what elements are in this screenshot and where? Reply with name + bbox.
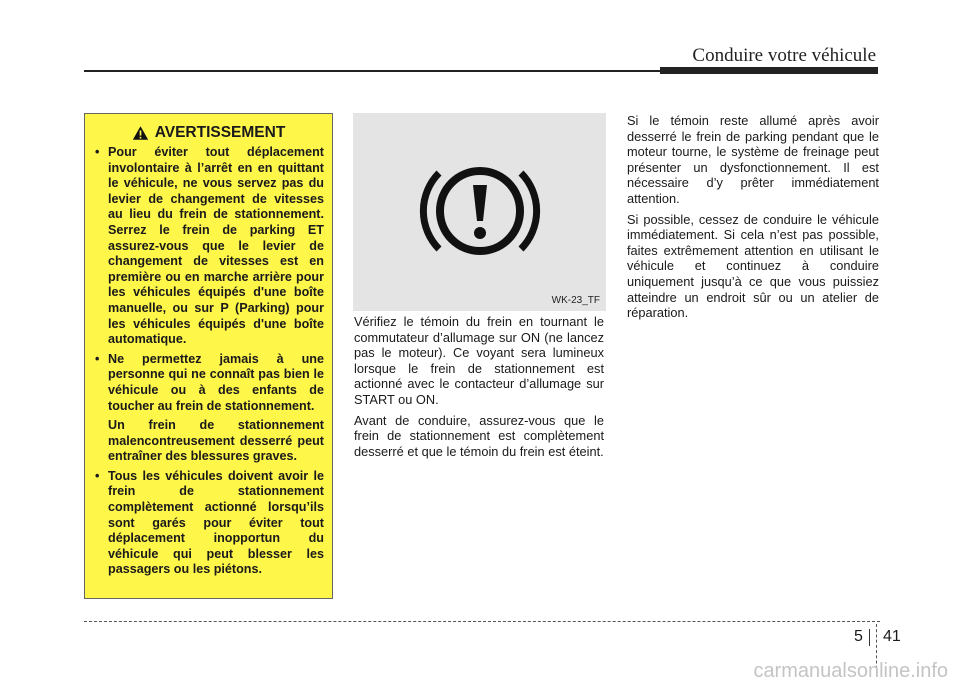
warning-item: • Tous les véhicules doivent avoir le frein de stationnement complètement actionné lorsqu’ils sont garés pour éviter tout déplacement inopportun du véhicule qui peut blesser les passagers ou les piétons.	[95, 468, 324, 577]
body-column-3	[627, 113, 879, 326]
warning-heading	[93, 124, 324, 142]
body-column-2	[354, 314, 604, 464]
footer-rule	[84, 621, 880, 622]
warning-title: AVERTISSEMENT	[154, 124, 286, 141]
warning-item-text: Tous les véhicules doivent avoir le frein de stationnement complètement actionné lorsqu’ils sont garés pour éviter tout déplacement inopportun du véhicule qui peut blesser les passagers ou les piétons.	[108, 468, 324, 577]
header-rule	[84, 70, 662, 72]
brake-indicator-figure	[353, 113, 606, 311]
paragraph: Avant de conduire, assurez-vous que le frein de stationnement est complètement desserré et que le témoin du frein est éteint.	[354, 412, 604, 459]
warning-triangle-icon	[132, 125, 149, 141]
warning-box	[84, 113, 333, 599]
paragraph: Si possible, cessez de conduire le véhicule immédiatement. Si cela n’est pas possible, faites extrêmement attention en utilisant le véhicule et continuez à conduire uniquement jusqu’à ce que vous puissiez atteindre un endroit sûr ou un atelier de réparation.	[627, 211, 879, 321]
paragraph: Vérifiez le témoin du frein en tournant le commutateur d’allumage sur ON (ne lancez pas le moteur). Ce voyant sera lumineux lorsque le frein de stationnement est actionné avec le contacteur d’allumage sur START ou ON.	[354, 314, 604, 407]
warning-item-subtext: Un frein de stationnement malencontreusement desserré peut entraîner des blessures graves.	[108, 418, 324, 464]
watermark: carmanualsonline.info	[753, 660, 948, 682]
section-title: Conduire votre véhicule	[692, 45, 876, 66]
warning-item: • Ne permettez jamais à une personne qui ne connaît pas bien le véhicule ou à des enfants de toucher au frein de stationnement. Un frein de stationnement malencontreusement desserré peut entraîner des blessures graves.	[95, 351, 324, 464]
figure-label: WK-23_TF	[551, 295, 600, 306]
paragraph: Si le témoin reste allumé après avoir desserré le frein de parking pendant que le moteur tourne, le système de freinage peut présenter un dysfonctionnement. Il est nécessaire d’y prêter immédiatement attention.	[627, 113, 879, 206]
section-number: 5	[854, 628, 863, 645]
page-number: 41	[883, 628, 901, 645]
warning-item: • Pour éviter tout déplacement involontaire à l’arrêt en en quittant le véhicule, ne vous servez pas du levier de changement de vitesses au lieu du frein de stationnement. Serrez le frein de parking ET assurez-vous que le levier de changement de vitesses est en première ou en marche arrière pour les véhicules équipés d'une boîte manuelle, ou sur P (Parking) pour les véhicules équipés d'une boîte automatique.	[95, 145, 324, 347]
brake-warning-icon	[413, 149, 547, 273]
warning-item-text: Ne permettez jamais à une personne qui ne connaît pas bien le véhicule ou à des enfants de toucher au frein de stationnement.	[108, 351, 324, 413]
warning-list	[93, 145, 324, 578]
header-bar	[660, 67, 878, 74]
page-number-divider	[869, 629, 870, 646]
warning-item-text: Pour éviter tout déplacement involontaire à l’arrêt en en quittant le véhicule, ne vous servez pas du levier de changement de vitesses au lieu du frein de stationnement. Serrez le frein de parking ET assurez-vous que le levier de changement de vitesses est en première ou en marche arrière pour les véhicules équipés d'une boîte manuelle, ou sur P (Parking) pour les véhicules équipés d'une boîte automatique.	[108, 145, 324, 347]
